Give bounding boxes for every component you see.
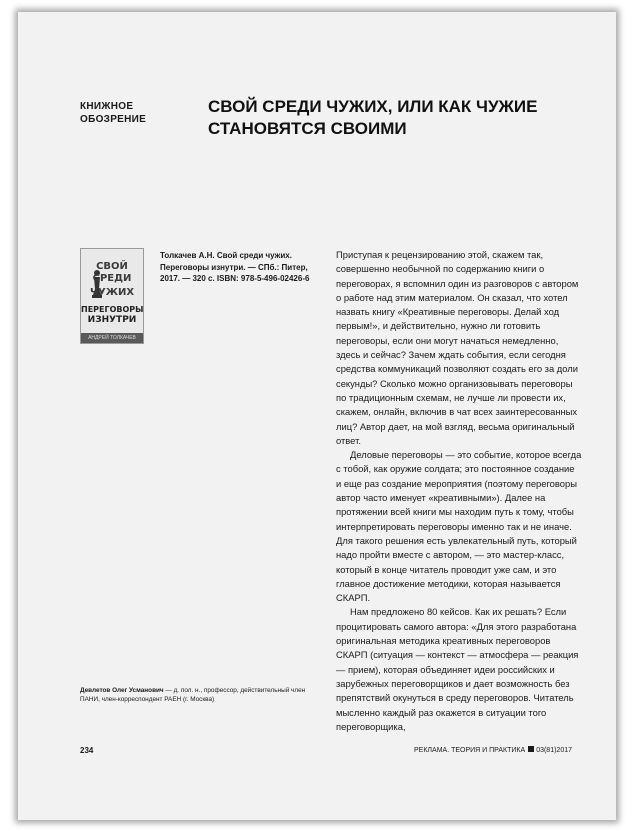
cover-subtitle-line1: ПЕРЕГОВОРЫ (81, 305, 144, 314)
body-paragraph-1: Приступая к рецензированию этой, скажем так, совершенно необычной по содержанию книги о переговорах, я вспомнил один из разговоров с автором о работе над этим материалом. Он сказал, что хотел назвать книгу «Креативные переговоры. Делай ход первым!», и действительно, нужно ли готовить переговоры, если они могут начаться немедленно, здесь и сейчас? Зачем ждать события, если сегодня средства коммуникаций позволяют создать его за доли секунды? Сколько можно организовывать переговоры по традиционным схемам, не лучше ли провести их, скажем, онлайн, включив в чат всех заинтересованных лиц? Автор дает, на мой взгляд, весьма оригинальный ответ. (336, 249, 579, 446)
author-name: Девлетов Олег Усманович (80, 687, 164, 694)
journal-name: РЕКЛАМА. ТЕОРИЯ И ПРАКТИКА (414, 747, 526, 754)
section-label (80, 100, 170, 126)
section-label-line1: КНИЖНОЕ (80, 101, 134, 112)
page-number: 234 (80, 746, 94, 755)
article-body (336, 248, 582, 734)
author-note (80, 686, 320, 704)
cover-author: АНДРЕЙ ТОЛКАЧЕВ (81, 333, 143, 343)
article-headline: СВОЙ СРЕДИ ЧУЖИХ, ИЛИ КАК ЧУЖИЕ СТАНОВЯТСЯ СВОИМИ (208, 97, 538, 138)
cover-title-line1: СВОЙ (96, 261, 128, 272)
body-paragraph-3: Нам предложено 80 кейсов. Как их решать? Если процитировать самого автора: «Для этого разработана оригинальная методика креативных переговоров СКАРП (ситуация — контекст — атмосфера — реакция — прием), которая объединяет идеи российских и зарубежных переговорщиков и дает возможность без препятствий окунуться в среду переговоров. Читатель мысленно каждый раз окажется в ситуации того переговорщика, (336, 606, 579, 732)
square-separator-icon (528, 746, 534, 752)
body-paragraph-2: Деловые переговоры — это событие, которое всегда с тобой, как оружие солдата; это постоянное создание и еще раз создание мероприятия (поэтому переговоры автор часто именует «креативными»). Далее на протяжении всей книги мы находим путь к тому, чтобы интерпретировать переговоры именно так и не иначе. Для такого решения есть увлекательный путь, который надо пройти вместе с автором, — это мастер-класс, который в конце читатель проводит уже сам, и это главное достижение методики, которая называется СКАРП. (336, 449, 582, 604)
book-bibliography: Толкачев А.Н. Свой среди чужих. Переговоры изнутри. — СПб.: Питер, 2017. — 320 с. ISBN: 978-5-496-02426-6 (160, 251, 310, 284)
journal-footer (414, 746, 572, 754)
cover-title-line3: ЧУЖИХ (89, 287, 135, 298)
magazine-page (18, 12, 616, 820)
book-cover-image (80, 248, 144, 344)
journal-issue: 03(81)2017 (536, 747, 572, 754)
cover-title-line2: СРЕДИ (92, 273, 132, 284)
author-details: — д. пол. н., профессор, действительный член ПАНИ, член-корреспондент РАЕН (г. Москва) (80, 687, 306, 703)
section-label-line2: ОБОЗРЕНИЕ (80, 114, 147, 125)
cover-subtitle-line2: ИЗНУТРИ (87, 315, 137, 325)
